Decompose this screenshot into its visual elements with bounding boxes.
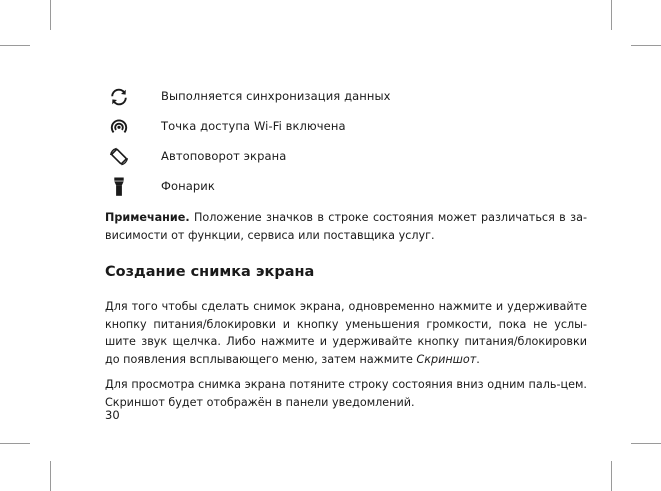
crop-mark-top-left-v	[50, 0, 51, 30]
status-icon-label: Точка доступа Wi-Fi включена	[161, 119, 346, 133]
note-label: Примечание.	[105, 211, 190, 224]
crop-mark-bottom-left-h	[0, 443, 30, 444]
crop-mark-top-right-v	[611, 0, 612, 30]
status-icon-row-rotate	[108, 146, 588, 168]
section-heading: Создание снимка экрана	[105, 264, 315, 280]
flashlight-icon	[108, 176, 130, 198]
status-icon-row-sync	[108, 86, 588, 108]
note-text: Положение значков в строке состояния может различаться в за-висимости от функции, сервиса или поставщика услуг.	[105, 211, 587, 242]
sync-icon	[108, 86, 130, 108]
crop-mark-bottom-right-v	[611, 461, 612, 491]
wifi-hotspot-icon	[108, 116, 130, 138]
crop-mark-bottom-left-v	[50, 461, 51, 491]
paragraph-text: Для того чтобы сделать снимок экрана, одновременно нажмите и удерживайте кнопку питания/блокировки и кнопку уменьшения громкости, пока не услы-шите звук щелчка. Либо нажмите и удерживайте кнопку питания/блокировки до появления всплывающего меню, затем нажмите	[105, 300, 587, 366]
crop-mark-top-right-h	[631, 45, 661, 46]
screenshot-term: Скриншот	[416, 352, 477, 366]
page-number: 30	[105, 408, 120, 422]
paragraph-text: Для просмотра снимка экрана потяните строку состояния вниз одним паль-цем. Скриншот будет отображён в панели уведомлений.	[105, 378, 587, 409]
crop-mark-top-left-h	[0, 45, 30, 46]
view-screenshot-paragraph	[105, 376, 587, 411]
status-icon-label: Выполняется синхронизация данных	[161, 89, 391, 103]
status-icon-label: Фонарик	[161, 179, 215, 193]
status-icon-label: Автоповорот экрана	[161, 149, 287, 163]
note-paragraph	[105, 209, 587, 244]
paragraph-end: .	[476, 352, 480, 366]
auto-rotate-icon	[108, 146, 130, 168]
crop-mark-bottom-right-h	[631, 443, 661, 444]
status-icon-row-hotspot	[108, 116, 588, 138]
status-icon-row-flashlight	[108, 176, 588, 198]
screenshot-instructions-paragraph	[105, 298, 587, 368]
